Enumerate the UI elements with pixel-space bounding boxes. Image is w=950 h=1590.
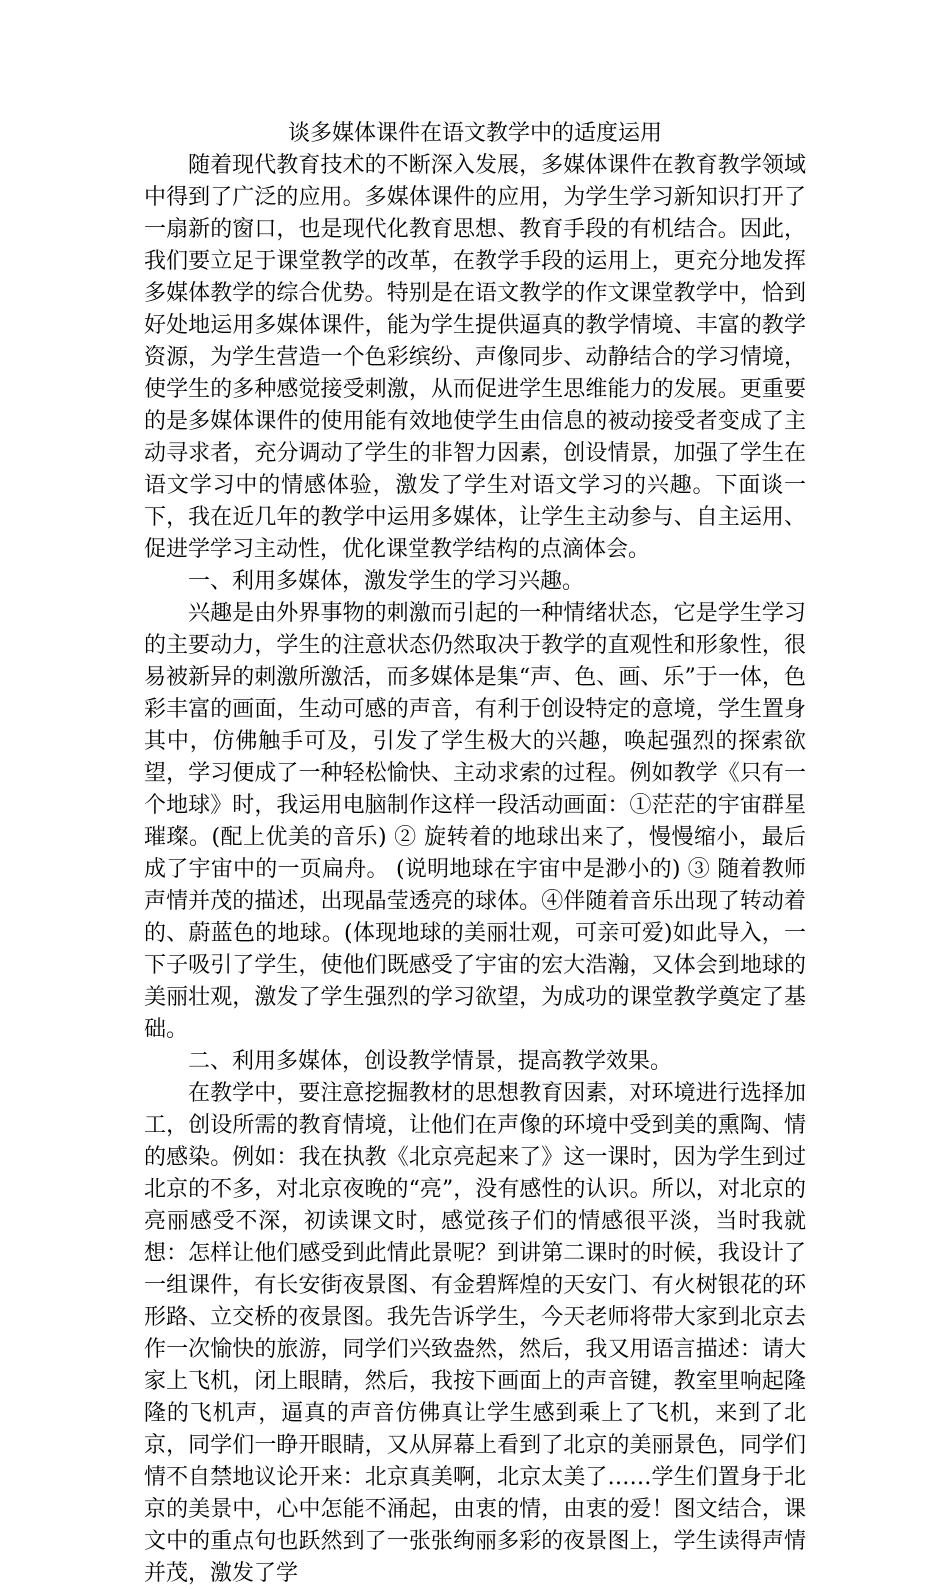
section-heading-1: 一、利用多媒体，激发学生的学习兴趣。 bbox=[188, 569, 585, 594]
document-title: 谈多媒体课件在语文教学中的适度运用 bbox=[287, 121, 662, 146]
document-page bbox=[144, 118, 806, 1590]
section-1-paragraph: 兴趣是由外界事物的刺激而引起的一种情绪状态，它是学生学习的主要动力，学生的注意状态仍然取决于教学的直观性和形象性，很易被新异的刺激所激活，而多媒体是集“声、色、画、乐”于一体，色彩丰富的画面，生动可感的声音，有利于创设特定的意境，学生置身其中，仿佛触手可及，引发了学生极大的兴趣，唤起强烈的探索欲望，学习便成了一种轻松愉快、主动求索的过程。例如教学《只有一个地球》时，我运用电脑制作这样一段活动画面：①茫茫的宇宙群星璀璨。(配上优美的音乐) ② 旋转着的地球出来了，慢慢缩小，最后成了宇宙中的一页扁舟。 (说明地球在宇宙中是渺小的) ③ 随着教师声情并茂的描述，出现晶莹透亮的球体。④伴随着音乐出现了转动着的、蔚蓝色的地球。(体现地球的美丽壮观，可亲可爱)如此导入，一下子吸引了学生，使他们既感受了宇宙的宏大浩瀚，又体会到地球的美丽壮观，激发了学生强烈的学习欲望，为成功的课堂教学奠定了基础。 bbox=[144, 601, 806, 1042]
section-heading-2: 二、利用多媒体，创设教学情景，提高教学效果。 bbox=[188, 1049, 673, 1074]
intro-paragraph: 随着现代教育技术的不断深入发展，多媒体课件在教育教学领域中得到了广泛的应用。多媒体课件的应用，为学生学习新知识打开了一扇新的窗口，也是现代化教育思想、教育手段的有机结合。因此，我们要立足于课堂教学的改革，在教学手段的运用上，更充分地发挥多媒体教学的综合优势。特别是在语文教学的作文课堂教学中，恰到好处地运用多媒体课件，能为学生提供逼真的教学情境、丰富的教学资源，为学生营造一个色彩缤纷、声像同步、动静结合的学习情境，使学生的多种感觉接受刺激，从而促进学生思维能力的发展。更重要的是多媒体课件的使用能有效地使学生由信息的被动接受者变成了主动寻求者，充分调动了学生的非智力因素，创设情景，加强了学生在语文学习中的情感体验，激发了学生对语文学习的兴趣。下面谈一下，我在近几年的教学中运用多媒体，让学生主动参与、自主运用、促进学学习主动性，优化课堂教学结构的点滴体会。 bbox=[144, 153, 806, 562]
section-2-paragraph: 在教学中，要注意挖掘教材的思想教育因素，对环境进行选择加工，创设所需的教育情境，让他们在声像的环境中受到美的熏陶、情的感染。例如：我在执教《北京亮起来了》这一课时，因为学生到过北京的不多，对北京夜晚的“亮”，没有感性的认识。所以，对北京的亮丽感受不深，初读课文时，感觉孩子们的情感很平淡，当时我就想：怎样让他们感受到此情此景呢？到讲第二课时的时候，我设计了一组课件，有长安街夜景图、有金碧辉煌的天安门、有火树银花的环形路、立交桥的夜景图。我先告诉学生，今天老师将带大家到北京去作一次愉快的旅游，同学们兴致盎然，然后，我又用语言描述：请大家上飞机，闭上眼睛，然后，我按下画面上的声音键，教室里响起隆隆的飞机声，逼真的声音仿佛真让学生感到乘上了飞机，来到了北京，同学们一睁开眼睛，又从屏幕上看到了北京的美丽景色，同学们情不自禁地议论开来：北京真美啊，北京太美了……学生们置身于北京的美景中，心中怎能不涌起，由衷的情，由衷的爱！图文结合，课文中的重点句也跃然到了一张张绚丽多彩的夜景图上，学生读得声情并茂，激发了学 bbox=[144, 1081, 806, 1586]
